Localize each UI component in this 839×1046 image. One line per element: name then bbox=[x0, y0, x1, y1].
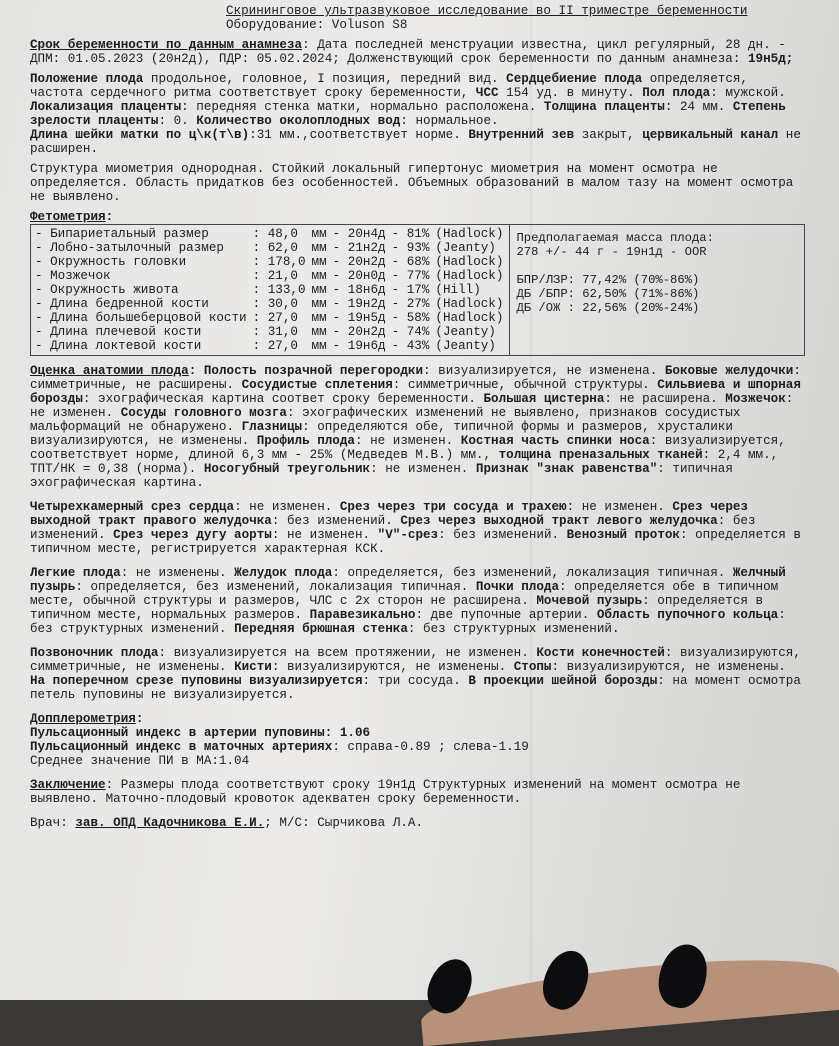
gest-age: 19н2д bbox=[347, 297, 386, 311]
measure-value: 133,0 bbox=[267, 283, 306, 297]
field-label: Боковые желудочки bbox=[664, 364, 794, 378]
measure-name: - Длина плечевой кости bbox=[35, 325, 202, 339]
field-label: Мочевой пузырь bbox=[536, 594, 643, 608]
reference: (Hill) bbox=[435, 283, 481, 297]
field-label: Срез через дугу аорты bbox=[113, 528, 272, 542]
field-label: Срез через три сосуда и трахею bbox=[339, 500, 567, 514]
field-text: : визуализируется, соответствует норме, длиной 6,3 мм - 25% (Медведев М.В.) мм., bbox=[30, 434, 786, 462]
field-text: : не изменен. bbox=[370, 462, 476, 476]
field-text: : не изменен. bbox=[566, 500, 673, 514]
field-text: : без структурных изменений. bbox=[30, 608, 786, 636]
field-label: Длина шейки матки по ц\к(т\в) bbox=[30, 128, 250, 142]
field-label: Кисти bbox=[234, 660, 272, 674]
field-label: Глазницы bbox=[241, 420, 303, 434]
field-text: : нормальное. bbox=[400, 114, 499, 128]
gest-age: 20н2д bbox=[347, 255, 386, 269]
measure-value: 27,0 bbox=[267, 311, 298, 325]
field-label: Желудок плода bbox=[234, 566, 333, 580]
fetus-position-section bbox=[30, 72, 805, 128]
field-text: :31 мм.,соответствует норме. bbox=[249, 128, 469, 142]
gest-age: 19н5д bbox=[347, 311, 386, 325]
measure-value: 178,0 bbox=[267, 255, 306, 269]
measure-value: 62,0 bbox=[267, 241, 298, 255]
field-text: : на момент осмотра петель пуповины не визуализируется. bbox=[30, 674, 801, 702]
heart-section bbox=[30, 500, 805, 556]
unit: мм bbox=[311, 325, 327, 339]
field-label: Передняя брюшная стенка bbox=[234, 622, 408, 636]
percentile: 43% bbox=[406, 339, 430, 353]
percentile: 74% bbox=[406, 325, 430, 339]
field-text: : не изменен. bbox=[234, 500, 340, 514]
percentile: 81% bbox=[406, 227, 430, 241]
field-label: Кости конечностей bbox=[536, 646, 665, 660]
organs-section bbox=[30, 566, 805, 636]
document-body bbox=[30, 4, 805, 830]
measure-value: 30,0 bbox=[267, 297, 298, 311]
fetometry-row: - Мозжечок : 21,0 мм - 20н0д - 77% (Hadlock) bbox=[35, 269, 504, 283]
field-label: Признак "знак равенства" bbox=[475, 462, 658, 476]
field-label: Носогубный треугольник bbox=[203, 462, 371, 476]
gest-age: 20н0д bbox=[347, 269, 386, 283]
doppler-section: Допплерометрия: Пульсационный индекс в артерии пуповины: 1.06 Пульсационный индекс в маточных артериях: справа-0.89 ; слева-1.19 Среднее значение ПИ в МА:1.04 bbox=[30, 712, 805, 768]
measure-name: - Длина локтевой кости bbox=[35, 339, 202, 353]
field-text: : мужской. bbox=[710, 86, 786, 100]
field-text: : типичная эхографическая картина. bbox=[30, 462, 733, 490]
field-text: : эхографическая картина соответ сроку беременности. bbox=[82, 392, 484, 406]
percentile: 77% bbox=[406, 269, 430, 283]
umbilical-pi: Пульсационный индекс в артерии пуповины: 1.06 bbox=[30, 726, 371, 740]
field-text: : определяется, без изменений, локализация типичная. bbox=[332, 566, 733, 580]
fetometry-row: - Длина локтевой кости : 27,0 мм - 19н6д - 43% (Jeanty) bbox=[35, 339, 496, 353]
field-text: : две пупочные артерии. bbox=[415, 608, 597, 622]
unit: мм bbox=[311, 311, 327, 325]
field-text: закрыт, bbox=[574, 128, 643, 142]
estimated-weight-label: Предполагаемая масса плода: bbox=[516, 231, 714, 245]
field-text: : визуализируется, не изменена. bbox=[423, 364, 665, 378]
reference: (Hadlock) bbox=[435, 255, 504, 269]
measure-value: 21,0 bbox=[267, 269, 298, 283]
field-text: : без изменений. bbox=[30, 514, 756, 542]
fetometry-row: - Окружность головки : 178,0 мм - 20н2д - 68% (Hadlock) bbox=[35, 255, 504, 269]
field-label: Мозжечок bbox=[725, 392, 786, 406]
field-text: : без изменений. bbox=[438, 528, 567, 542]
field-label: толщина преназальных тканей bbox=[498, 448, 703, 462]
field-text: : определяются обе, типичной формы и размеров, хрусталики визуализируются, не изменены. bbox=[30, 420, 733, 448]
field-text: : визуализируется на всем протяжении, не изменен. bbox=[158, 646, 537, 660]
myometrium-section bbox=[30, 162, 805, 204]
field-text: : не изменен. bbox=[30, 392, 794, 420]
field-label: Положение плода bbox=[30, 72, 144, 86]
field-text: : передняя стенка матки, нормально расположена. bbox=[181, 100, 544, 114]
estimated-weight-value: 278 +/- 44 г - 19н1д - OOR bbox=[516, 245, 707, 259]
field-text: : визуализируются, симметричные, не изменены. bbox=[30, 646, 801, 674]
field-label: Степень зрелости плаценты bbox=[30, 100, 786, 128]
field-label: Большая цистерна bbox=[483, 392, 605, 406]
field-label: Позвоночник плода bbox=[30, 646, 159, 660]
field-label: ЧСС bbox=[475, 86, 499, 100]
measure-value: 48,0 bbox=[267, 227, 298, 241]
field-text: : Дата последней менструации известна, цикл регулярный, 28 дн. - ДПМ: 01.05.2023 (20н2д), ПДР: 05.02.2024; Долженствующий срок беременности по данным анамнеза: bbox=[30, 38, 786, 66]
percentile: 58% bbox=[406, 311, 430, 325]
field-label: Сосуды головного мозга bbox=[120, 406, 287, 420]
fetometry-row: - Бипариетальный размер : 48,0 мм - 20н4д - 81% (Hadlock) bbox=[35, 227, 504, 241]
field-label: Почки плода bbox=[475, 580, 560, 594]
field-text: : не изменен. bbox=[354, 434, 461, 448]
field-text: : симметричные, обычной структуры. bbox=[392, 378, 658, 392]
field-label: : Полость позрачной перегородки bbox=[188, 364, 424, 378]
conclusion-section bbox=[30, 778, 805, 806]
unit: мм bbox=[311, 241, 327, 255]
measure-name: - Длина бедренной кости bbox=[35, 297, 209, 311]
field-text: : три сосуда. bbox=[362, 674, 469, 688]
mean-pi: Среднее значение ПИ в МА:1.04 bbox=[30, 754, 250, 768]
fetometry-row: - Длина бедренной кости : 30,0 мм - 19н2д - 27% (Hadlock) bbox=[35, 297, 504, 311]
field-label: Профиль плода bbox=[256, 434, 355, 448]
field-label: 19н5д; bbox=[747, 52, 794, 66]
field-text: : определяется обе в типичном месте, обычной структуры и размеров, ЧЛС с 2х сторон не расширена. bbox=[30, 580, 779, 608]
field-label: Легкие плода bbox=[30, 566, 121, 580]
field-label: Внутренний зев bbox=[468, 128, 575, 142]
spine-section bbox=[30, 646, 805, 702]
gest-age: 19н6д bbox=[347, 339, 386, 353]
field-label: Толщина плаценты bbox=[543, 100, 665, 114]
unit: мм bbox=[311, 255, 327, 269]
field-text: : не изменены. bbox=[120, 566, 235, 580]
field-text: 154 уд. в минуту. bbox=[498, 86, 643, 100]
field-label: Срок беременности по данным анамнеза bbox=[30, 38, 303, 52]
field-label: Венозный проток bbox=[566, 528, 680, 542]
field-text: : без изменений. bbox=[271, 514, 401, 528]
field-label: Паравезикально bbox=[309, 608, 416, 622]
field-label: Область пупочного кольца bbox=[596, 608, 779, 622]
reference: (Jeanty) bbox=[435, 325, 496, 339]
unit: мм bbox=[311, 339, 327, 353]
field-label: Локализация плаценты bbox=[30, 100, 182, 114]
anatomy-section bbox=[30, 364, 805, 490]
field-label: Сосудистые сплетения bbox=[241, 378, 393, 392]
field-text: : Размеры плода соответствуют сроку 19н1д Структурных изменений на момент осмотра не выявлено. Маточно-плодовый кровоток адекватен сроку беременности. bbox=[30, 778, 741, 806]
field-label: На поперечном срезе пуповины визуализируется bbox=[30, 674, 363, 688]
field-label: В проекции шейной борозды bbox=[468, 674, 658, 688]
reference: (Jeanty) bbox=[435, 241, 496, 255]
gest-age: 21н2д bbox=[347, 241, 386, 255]
unit: мм bbox=[311, 227, 327, 241]
field-label: Оценка анатомии плода bbox=[30, 364, 189, 378]
percentile: 93% bbox=[406, 241, 430, 255]
fetometry-row: - Лобно-затылочный размер : 62,0 мм - 21н2д - 93% (Jeanty) bbox=[35, 241, 496, 255]
field-label: Желчный пузырь bbox=[30, 566, 786, 594]
measure-name: - Бипариетальный размер bbox=[35, 227, 209, 241]
measure-name: - Окружность головки bbox=[35, 255, 187, 269]
doctor-signature: Врач: зав. ОПД Кадочникова Е.И.; М/С: Сырчикова Л.А. bbox=[30, 816, 424, 830]
ratio-fl-bpd: ДБ /БПР: 62,50% (71%-86%) bbox=[516, 287, 700, 301]
reference: (Hadlock) bbox=[435, 297, 504, 311]
field-label: Четырехкамерный срез сердца bbox=[30, 500, 235, 514]
field-text: не расширен. bbox=[30, 128, 801, 156]
reference: (Hadlock) bbox=[435, 311, 504, 325]
field-label: "V"-срез bbox=[377, 528, 439, 542]
measure-value: 31,0 bbox=[267, 325, 298, 339]
field-text: продольное, головное, I позиция, передний вид. bbox=[143, 72, 507, 86]
fetometry-row: - Окружность живота : 133,0 мм - 18н6д - 17% (Hill) bbox=[35, 283, 481, 297]
field-label: Срез через выходной тракт левого желудочка bbox=[400, 514, 718, 528]
fetometry-row: - Длина плечевой кости : 31,0 мм - 20н2д - 74% (Jeanty) bbox=[35, 325, 496, 339]
field-label: Стопы bbox=[513, 660, 552, 674]
field-text: определяется, частота сердечного ритма соответствует сроку беременности, bbox=[30, 72, 748, 100]
ratio-bpd-ofd: БПР/ЛЗР: 77,42% (70%-86%) bbox=[516, 273, 700, 287]
field-label: Костная часть спинки носа bbox=[460, 434, 650, 448]
cervix-section bbox=[30, 128, 805, 156]
field-label: Количество околоплодных вод bbox=[196, 114, 401, 128]
uterine-pi: : справа-0.89 ; слева-1.19 bbox=[332, 740, 529, 754]
field-text: : не изменен. bbox=[271, 528, 378, 542]
measure-name: - Длина большеберцовой кости bbox=[35, 311, 247, 325]
field-text: : определяется в типичном месте, нормальных размеров. bbox=[30, 594, 764, 622]
fetometry-title: Фетометрия: bbox=[30, 210, 114, 224]
field-text: : определяется, без изменений, локализация типичная. bbox=[75, 580, 476, 594]
field-label: Срез через выходной тракт правого желудочка bbox=[30, 500, 748, 528]
field-text: : симметричные, не расширены. bbox=[30, 364, 801, 392]
document-title: Скрининговое ультразвуковое исследование во II триместре беременности bbox=[226, 4, 748, 18]
measure-name: - Окружность живота bbox=[35, 283, 179, 297]
unit: мм bbox=[311, 269, 327, 283]
field-text: : эхографических изменений не выявлено, признаков сосудистых мальформаций не обнаружено. bbox=[30, 406, 741, 434]
spacer bbox=[516, 259, 804, 273]
measure-name: - Мозжечок bbox=[35, 269, 111, 283]
field-text: : 0. bbox=[158, 114, 197, 128]
field-text: : визуализируются, не изменены. bbox=[551, 660, 786, 674]
field-text: : 2,4 мм., ТПТ/НК = 0,38 (норма). bbox=[30, 448, 779, 476]
field-label: Заключение bbox=[30, 778, 106, 792]
field-label: цервикальный канал bbox=[642, 128, 779, 142]
ratio-fl-ac: ДБ /ОЖ : 22,56% (20%-24%) bbox=[516, 301, 700, 315]
reference: (Jeanty) bbox=[435, 339, 496, 353]
field-text: : визуализируются, не изменены. bbox=[271, 660, 514, 674]
fetometry-row: - Длина большеберцовой кости : 27,0 мм - 19н5д - 58% (Hadlock) bbox=[35, 311, 504, 325]
field-text: : без структурных изменений. bbox=[407, 622, 620, 636]
percentile: 17% bbox=[406, 283, 430, 297]
reference: (Hadlock) bbox=[435, 269, 504, 283]
field-label: Сильвиева и шпорная борозды bbox=[30, 378, 801, 406]
gest-age: 20н4д bbox=[347, 227, 386, 241]
gest-age: 18н6д bbox=[347, 283, 386, 297]
gest-age: 20н2д bbox=[347, 325, 386, 339]
measure-value: 27,0 bbox=[267, 339, 298, 353]
fetometry-table bbox=[30, 224, 805, 356]
measure-name: - Лобно-затылочный размер bbox=[35, 241, 224, 255]
reference: (Hadlock) bbox=[435, 227, 504, 241]
equipment: Оборудование: Voluson S8 bbox=[226, 18, 408, 32]
unit: мм bbox=[311, 283, 327, 297]
unit: мм bbox=[311, 297, 327, 311]
percentile: 68% bbox=[406, 255, 430, 269]
field-text: : не расширена. bbox=[604, 392, 726, 406]
field-text: : 24 мм. bbox=[664, 100, 733, 114]
gestational-age-section bbox=[30, 38, 805, 66]
field-label: Сердцебиение плода bbox=[506, 72, 643, 86]
field-label: Пол плода bbox=[642, 86, 711, 100]
fetometry-summary bbox=[509, 225, 804, 355]
percentile: 27% bbox=[406, 297, 430, 311]
field-text: : определяется в типичном месте, регистрируется характерная КСК. bbox=[30, 528, 801, 556]
field-text: Структура миометрия однородная. Стойкий локальный гипертонус миометрия на момент осмотра не определяется. Область придатков без особенностей. Объемных образований в малом тазу на момент осмотра не выявлено. bbox=[30, 162, 794, 204]
